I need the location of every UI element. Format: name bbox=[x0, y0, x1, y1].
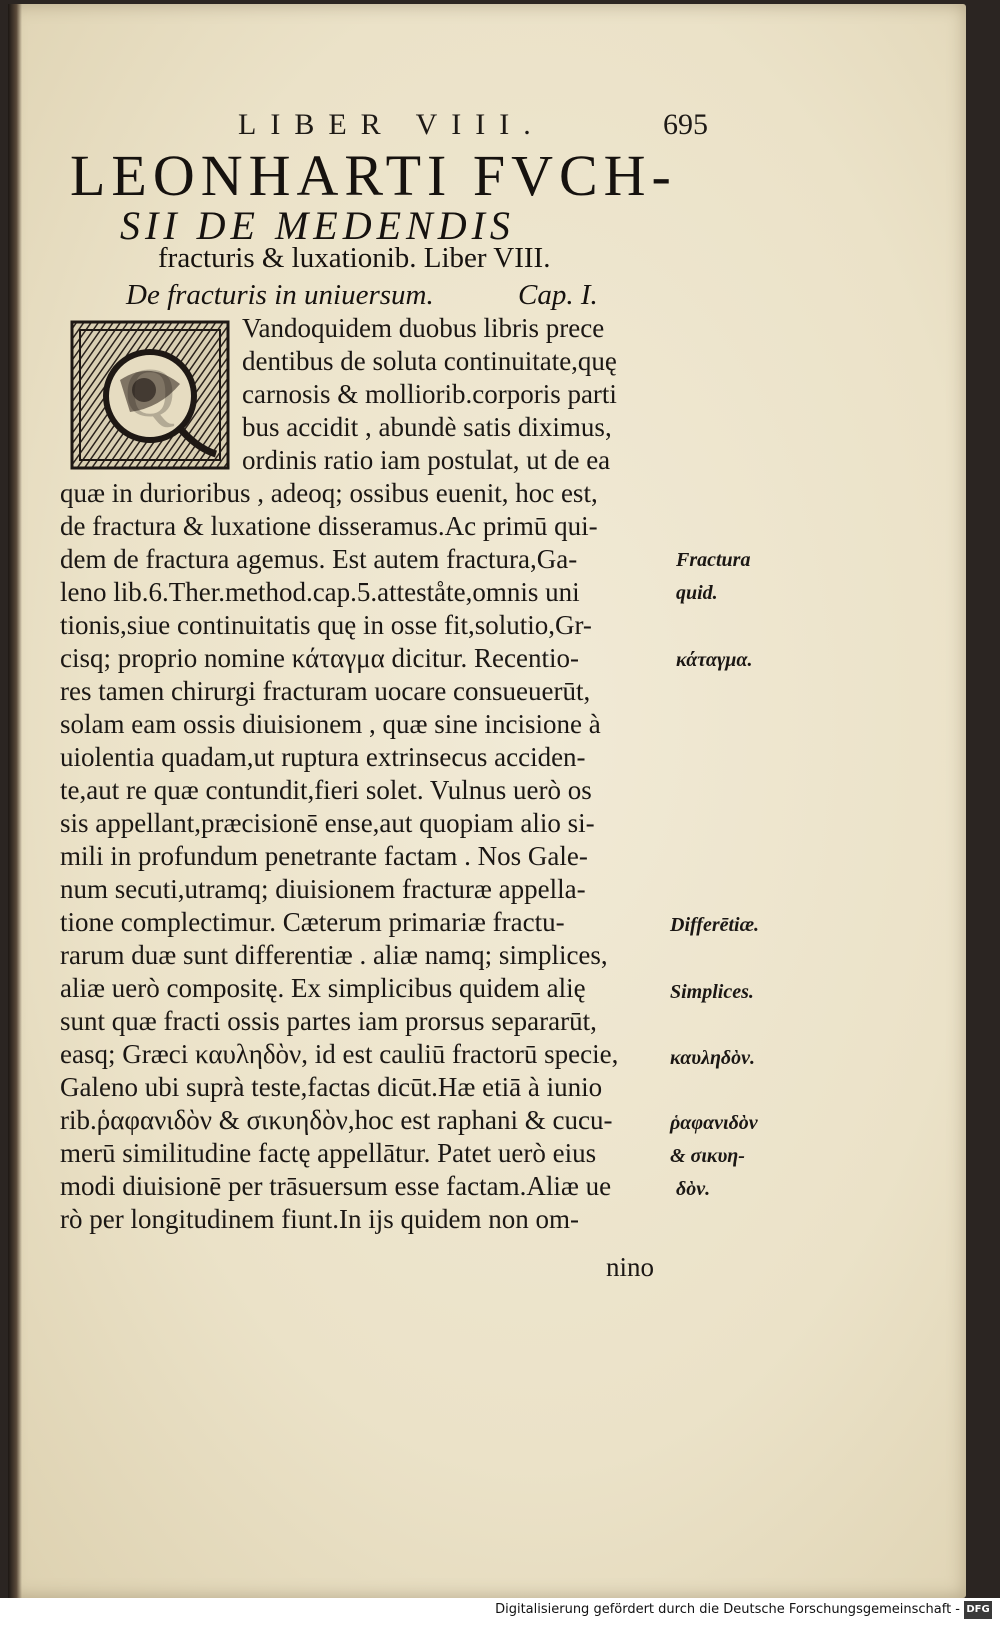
body-line: num secuti,utramq; diuisionem fracturæ appella- bbox=[60, 874, 586, 904]
page-spine-shadow bbox=[8, 4, 22, 1598]
body-line: res tamen chirurgi fracturam uocare consueuerūt, bbox=[60, 676, 591, 706]
body-line: rib.ῥαφανιδὸν & σικυηδὸν,hoc est raphani & cucu- bbox=[60, 1105, 613, 1135]
margin-note: ῥαφανιδὸν bbox=[670, 1112, 758, 1134]
running-title: LIBER VIII. bbox=[238, 108, 545, 141]
body-line: sis appellant,præcisionē ense,aut quopiam alio si- bbox=[60, 808, 595, 838]
decorated-initial bbox=[70, 320, 230, 470]
title-line-1: LEONHARTI FVCH- bbox=[70, 143, 677, 208]
ornament-initial-icon bbox=[70, 320, 230, 470]
body-line: de fractura & luxatione disseramus.Ac primū qui- bbox=[60, 511, 598, 541]
body-line: mili in profundum penetrante factam . Nos Gale- bbox=[60, 841, 588, 871]
body-line: merū similitudine factę appellātur. Patet uerò eius bbox=[60, 1138, 597, 1168]
chapter-number: Cap. I. bbox=[518, 279, 598, 311]
body-line: quæ in durioribus , adeoq; ossibus euenit, hoc est, bbox=[60, 478, 598, 508]
body-line: bus accidit , abundè satis diximus, bbox=[242, 412, 612, 442]
margin-note: & σικυη- bbox=[670, 1145, 745, 1167]
chapter-title: De fracturis in uniuersum. bbox=[126, 279, 434, 311]
body-line: uiolentia quadam,ut ruptura extrinsecus acciden- bbox=[60, 742, 586, 772]
body-line: aliæ uerò compositę. Ex simplicibus quidem alię bbox=[60, 973, 586, 1003]
body-line: solam eam ossis diuisionem , quæ sine incisione à bbox=[60, 709, 601, 739]
funding-notice: Digitalisierung gefördert durch die Deutsche Forschungsgemeinschaft - bbox=[495, 1602, 960, 1617]
body-line: modi diuisionē per trāsuersum esse factam.Aliæ ue bbox=[60, 1171, 612, 1201]
margin-note: Fractura bbox=[676, 549, 751, 571]
margin-note: κάταγμα. bbox=[676, 649, 753, 671]
body-line: rò per longitudinem fiunt.In ijs quidem non om- bbox=[60, 1204, 579, 1234]
dfg-logo-icon: DFG bbox=[964, 1601, 992, 1619]
title-line-2: SII DE MEDENDIS bbox=[120, 203, 515, 248]
footer-bar bbox=[0, 1598, 1000, 1627]
body-line: sunt quæ fracti ossis partes iam prorsus separarūt, bbox=[60, 1006, 597, 1036]
catchword: nino bbox=[606, 1252, 655, 1282]
body-line: easq; Græci καυληδὸν, id est cauliū fractorū specie, bbox=[60, 1039, 619, 1069]
page-number: 695 bbox=[663, 108, 708, 141]
body-line: dem de fractura agemus. Est autem fractura,Ga- bbox=[60, 544, 578, 574]
margin-note: Differētiæ. bbox=[670, 914, 760, 936]
book-page bbox=[8, 4, 966, 1598]
body-line: dentibus de soluta continuitate,quę bbox=[242, 346, 617, 376]
margin-note: Simplices. bbox=[670, 981, 754, 1003]
body-line: leno lib.6.Ther.method.cap.5.atteståte,omnis uni bbox=[60, 577, 580, 607]
body-line: rarum duæ sunt differentiæ . aliæ namq; simplices, bbox=[60, 940, 608, 970]
body-line: Vandoquidem duobus libris prece bbox=[242, 313, 605, 343]
body-line: tionis,siue continuitatis quę in osse fit,solutio,Gr- bbox=[60, 610, 592, 640]
body-line: ordinis ratio iam postulat, ut de ea bbox=[242, 445, 611, 475]
body-line: carnosis & molliorib.corporis parti bbox=[242, 379, 617, 409]
body-line: cisq; proprio nomine κάταγμα dicitur. Recentio- bbox=[60, 643, 579, 673]
title-line-3: fracturis & luxationib. Liber VIII. bbox=[158, 242, 551, 274]
drop-cap-letter: Q bbox=[124, 355, 176, 432]
margin-note: καυληδὸν. bbox=[670, 1047, 756, 1069]
body-line: Galeno ubi suprà teste,factas dicūt.Hæ etiā à iunio bbox=[60, 1072, 603, 1102]
margin-note: quid. bbox=[676, 582, 718, 604]
chapter-heading bbox=[126, 279, 686, 315]
margin-note: δὸν. bbox=[676, 1178, 711, 1200]
body-line: tione complectimur. Cæterum primariæ fractu- bbox=[60, 907, 565, 937]
body-line: te,aut re quæ contundit,fieri solet. Vulnus uerò os bbox=[60, 775, 592, 805]
